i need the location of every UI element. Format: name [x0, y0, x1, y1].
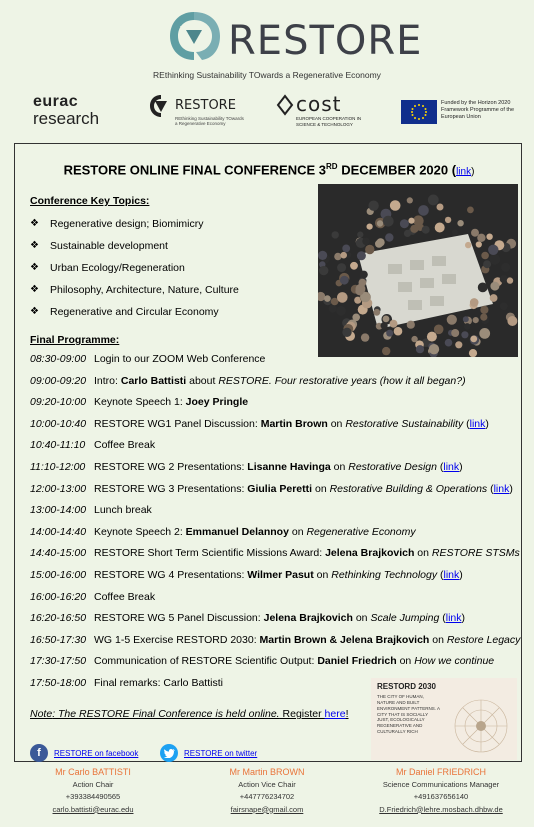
crowd-person	[428, 195, 439, 206]
crowd-person	[463, 316, 469, 322]
topic-item: ❖ Urban Ecology/Regeneration	[30, 262, 185, 274]
session-topic: Regenerative Economy	[306, 525, 416, 538]
crowd-person	[368, 201, 378, 211]
speaker-name: Martin Brown & Jelena Brajkovich	[259, 633, 430, 646]
crowd-person	[342, 328, 351, 337]
programme-row: 14:00-14:40 Keynote Speech 2: Emmanuel Delannoy on Regenerative Economy	[30, 525, 416, 538]
programme-row: 11:10-12:00 RESTORE WG 2 Presentations: Lisanne Havinga on Restorative Design (link)	[30, 460, 463, 473]
programme-row: 16:50-17:30 WG 1-5 Exercise RESTORD 2030: Martin Brown & Jelena Brajkovich on Restore Legacy	[30, 633, 521, 646]
crowd-person	[340, 252, 347, 259]
crowd-person	[404, 230, 411, 237]
speaker-name: Martin Brown	[260, 417, 328, 430]
crowd-person	[410, 225, 418, 233]
contacts	[0, 766, 534, 826]
crowd-person	[340, 276, 349, 285]
topic-item: ❖ Sustainable development	[30, 240, 168, 252]
crowd-person	[334, 253, 341, 260]
session-topic: Restore Legacy	[446, 633, 521, 646]
twitter-icon[interactable]	[160, 744, 178, 762]
topic-item: ❖ Regenerative and Circular Economy	[30, 306, 219, 318]
contact-role: Science Communications Manager	[382, 779, 500, 789]
session-time: 17:50-18:00	[30, 676, 87, 689]
programme-list	[30, 353, 520, 699]
crowd-person	[480, 314, 487, 321]
crowd-person	[464, 323, 471, 330]
eu-flag-icon	[401, 100, 437, 124]
programme-heading: Final Programme:	[30, 334, 120, 346]
crowd-person	[489, 254, 500, 265]
crowd-person	[350, 262, 358, 270]
session-link[interactable]: link	[443, 460, 460, 473]
crowd-person	[377, 238, 385, 246]
session-time: 14:40-15:00	[30, 547, 87, 560]
crowd-person	[451, 329, 459, 337]
session-time: 16:50-17:30	[30, 633, 87, 646]
programme-row: 08:30-09:00 Login to our ZOOM Web Conference	[30, 353, 266, 365]
programme-row: 09:00-09:20 Intro: Carlo Battisti about RESTORE. Four restorative years (how it all began?)	[30, 374, 466, 387]
crowd-person	[445, 339, 453, 347]
topic-item: ❖ Regenerative design; Biomimicry	[30, 218, 204, 230]
speaker-name: Daniel Friedrich	[317, 655, 397, 668]
diamond-bullet-icon: ❖	[30, 262, 39, 273]
session-topic: RESTORE STSMs	[431, 547, 520, 560]
crowd-person	[367, 224, 373, 230]
poster-subtitle: THE CITY OF HUMAN, NATURE AND BUILT ENVIRONMENT PATTERNS. A CITY THAT IS SOCIALLY JUST, ECOLOGICALLY REGENERATIVE AND CULTURALLY RICH	[377, 694, 440, 735]
crowd-person	[490, 282, 499, 291]
crowd-person	[437, 204, 444, 211]
programme-row: 17:30-17:50 Communication of RESTORE Scientific Output: Daniel Friedrich on How we continue	[30, 655, 495, 668]
cost-mark-icon	[276, 94, 294, 116]
crowd-person	[318, 251, 327, 260]
diamond-bullet-icon: ❖	[30, 240, 39, 251]
crowd-person	[457, 220, 463, 226]
session-time: 13:00-14:00	[30, 504, 87, 517]
eu-funding-text: Funded by the Horizon 2020 Framework Programme of the European Union	[441, 100, 515, 120]
session-topic: Scale Jumping	[370, 612, 440, 625]
crowd-person	[385, 233, 393, 241]
online-note: Note: The RESTORE Final Conference is held online. Register here!	[30, 708, 349, 720]
programme-row: 10:40-11:10 Coffee Break	[30, 439, 156, 452]
session-time: 17:30-17:50	[30, 655, 87, 668]
twitter-link[interactable]: RESTORE on twitter	[160, 744, 257, 762]
session-link[interactable]: link	[493, 482, 510, 495]
facebook-link[interactable]: f RESTORE on facebook	[30, 744, 138, 762]
crowd-person	[470, 298, 479, 307]
crowd-person	[427, 332, 437, 342]
crowd-person	[507, 316, 517, 326]
crowd-person	[478, 283, 488, 293]
contact-role: Action Vice Chair	[238, 779, 296, 789]
tagline: REthinking Sustainability TOwards a Regenerative Economy	[153, 70, 381, 80]
crowd-person	[500, 275, 508, 283]
topics-heading: Conference Key Topics:	[30, 195, 150, 207]
speaker-name: Emmanuel Delannoy	[185, 525, 289, 538]
crowd-person	[501, 263, 510, 272]
contact-name: Mr Daniel FRIEDRICH	[395, 767, 486, 777]
programme-row: 16:00-16:20 Coffee Break	[30, 590, 156, 603]
crowd-person	[445, 217, 451, 223]
twitter-bird-icon	[164, 749, 175, 758]
speaker-name: Giulia Peretti	[247, 482, 313, 495]
crowd-person	[337, 292, 348, 303]
session-time: 09:00-09:20	[30, 374, 87, 387]
crowd-person	[381, 322, 388, 329]
diamond-bullet-icon: ❖	[30, 306, 39, 317]
crowd-person	[467, 207, 474, 214]
crowd-person	[400, 219, 409, 228]
crowd-person	[488, 245, 498, 255]
crowd-person	[360, 271, 368, 279]
crowd-person	[408, 218, 414, 224]
programme-row: 13:00-14:00 Lunch break	[30, 504, 152, 517]
restore-logo-icon	[166, 8, 222, 64]
crowd-person	[390, 200, 401, 211]
crowd-person	[477, 234, 485, 242]
session-time: 10:00-10:40	[30, 417, 87, 430]
programme-row: 15:00-16:00 RESTORE WG 4 Presentations: Wilmer Pasut on Rethinking Technology (link)	[30, 568, 463, 581]
crowd-person	[383, 316, 390, 323]
session-link[interactable]: link	[445, 612, 462, 625]
crowd-person	[435, 223, 445, 233]
diamond-bullet-icon: ❖	[30, 284, 39, 295]
crowd-person	[383, 216, 394, 227]
crowd-person	[461, 331, 468, 338]
crowd-person	[352, 314, 360, 322]
session-time: 12:00-13:00	[30, 482, 87, 495]
crowd-person	[481, 252, 489, 260]
session-time: 15:00-16:00	[30, 568, 87, 581]
programme-row: 16:20-16:50 RESTORE WG 5 Panel Discussion: Jelena Brajkovich on Scale Jumping (link)	[30, 612, 465, 625]
contact-card	[8, 766, 178, 816]
crowd-person	[337, 263, 346, 272]
crowd-person	[422, 226, 430, 234]
crowd-person	[476, 241, 482, 247]
contact-phone: +393384490565	[65, 792, 121, 801]
crowd-person	[329, 305, 337, 313]
contact-card	[182, 766, 352, 816]
crowd-person	[324, 295, 331, 302]
speaker-name: Jelena Brajkovich	[325, 547, 415, 560]
crowd-person	[465, 242, 471, 248]
session-link[interactable]: link	[443, 568, 460, 581]
restore-small-logo: RESTORE REthinking Sustainability TOwards a Regenerative Economy	[149, 92, 239, 130]
crowd-person	[486, 234, 492, 240]
crowd-person	[377, 220, 383, 226]
crowd-person	[342, 245, 350, 253]
cost-logo: cost EUROPEAN COOPERATION IN SCIENCE & TECHNOLOGY	[276, 92, 366, 130]
crowd-person	[386, 330, 393, 337]
partner-logos	[0, 90, 534, 134]
crowd-person	[319, 266, 328, 275]
crowd-person	[490, 294, 498, 302]
restord-2030-poster	[371, 678, 517, 760]
session-topic: Restorative Sustainability	[345, 417, 464, 430]
crowd-person	[332, 231, 339, 238]
crowd-person	[373, 309, 380, 316]
crowd-person	[418, 205, 429, 216]
contact-email[interactable]: D.Friedrich@lehre.mosbach.dhbw.de	[379, 804, 503, 814]
crowd-person	[500, 302, 508, 310]
crowd-person	[480, 306, 488, 314]
session-time: 10:40-11:10	[30, 439, 86, 452]
crowd-person	[365, 245, 374, 254]
speaker-name: Jelena Brajkovich	[263, 612, 353, 625]
session-time: 09:20-10:00	[30, 396, 87, 409]
crowd-person	[447, 315, 457, 325]
crowd-person	[362, 238, 370, 246]
crowd-person	[355, 287, 363, 295]
contact-name: Mr Carlo BATTISTI	[55, 767, 131, 777]
group-photo	[318, 184, 518, 357]
contact-phone: +447776234702	[239, 792, 295, 801]
contact-name: Mr Martin BROWN	[229, 767, 305, 777]
crowd-person	[507, 277, 513, 283]
conference-title: RESTORE ONLINE FINAL CONFERENCE 3RD DECEMBER 2020 (link)	[63, 162, 475, 178]
contact-email[interactable]: carlo.battisti@eurac.edu	[52, 804, 134, 814]
crowd-person	[473, 317, 479, 323]
eurac-logo: eurac research	[33, 93, 100, 128]
crowd-person	[407, 197, 413, 203]
poster-title: RESTORD 2030	[377, 682, 436, 691]
crowd-person	[359, 279, 367, 287]
speaker-name: Joey Pringle	[185, 396, 249, 409]
conference-box	[14, 143, 522, 762]
facebook-icon[interactable]: f	[30, 744, 48, 762]
topic-item: ❖ Philosophy, Architecture, Nature, Culture	[30, 284, 239, 296]
speaker-name: Lisanne Havinga	[247, 460, 331, 473]
programme-row: 10:00-10:40 RESTORE WG1 Panel Discussion: Martin Brown on Restorative Sustainability (link)	[30, 417, 489, 430]
register-link[interactable]: here	[324, 708, 346, 720]
header	[0, 0, 534, 88]
title-link[interactable]: link	[456, 166, 472, 178]
crowd-person	[434, 325, 444, 335]
crowd-person	[452, 229, 458, 235]
diamond-bullet-icon: ❖	[30, 218, 39, 229]
session-time: 08:30-09:00	[30, 353, 87, 365]
restore-small-mark-icon	[149, 94, 173, 118]
session-topic: Rethinking Technology	[331, 568, 438, 581]
session-link[interactable]: link	[469, 417, 486, 430]
contact-role: Action Chair	[72, 779, 114, 789]
crowd-person	[455, 341, 462, 348]
crowd-person	[471, 229, 479, 237]
crowd-person	[470, 336, 477, 343]
speaker-name: Carlo Battisti	[120, 374, 187, 387]
topics-list	[30, 218, 239, 328]
programme-row: 12:00-13:00 RESTORE WG 3 Presentations: Giulia Peretti on Restorative Building & Operations (link)	[30, 482, 513, 495]
speaker-name: Wilmer Pasut	[247, 568, 314, 581]
brand-name: RESTORE	[228, 18, 423, 64]
session-topic: How we continue	[414, 655, 495, 668]
session-topic: RESTORE. Four restorative years (how it all began?)	[218, 374, 466, 387]
session-topic: Restorative Building & Operations	[329, 482, 488, 495]
crowd-person	[390, 320, 398, 328]
contact-card	[356, 766, 526, 816]
programme-row: 14:40-15:00 RESTORE Short Term Scientific Missions Award: Jelena Brajkovich on RESTORE STSMs	[30, 547, 520, 560]
session-topic: Restorative Design	[348, 460, 437, 473]
crowd-person	[357, 251, 366, 260]
session-time: 16:00-16:20	[30, 590, 87, 603]
crowd-person	[407, 321, 415, 329]
programme-row: 09:20-10:00 Keynote Speech 1: Joey Pringle	[30, 396, 249, 409]
contact-phone: +491637656140	[413, 792, 469, 801]
programme-row: 17:50-18:00 Final remarks: Carlo Battisti	[30, 676, 223, 689]
session-time: 14:00-14:40	[30, 525, 87, 538]
contact-email[interactable]: fairsnape@gmail.com	[230, 804, 304, 814]
crowd-person	[413, 215, 424, 226]
crowd-person	[361, 333, 369, 341]
crowd-person	[336, 306, 346, 316]
session-time: 16:20-16:50	[30, 612, 87, 625]
crowd-person	[479, 328, 490, 339]
crowd-person	[394, 327, 403, 336]
session-time: 11:10-12:00	[30, 460, 86, 473]
crowd-person	[357, 232, 363, 238]
